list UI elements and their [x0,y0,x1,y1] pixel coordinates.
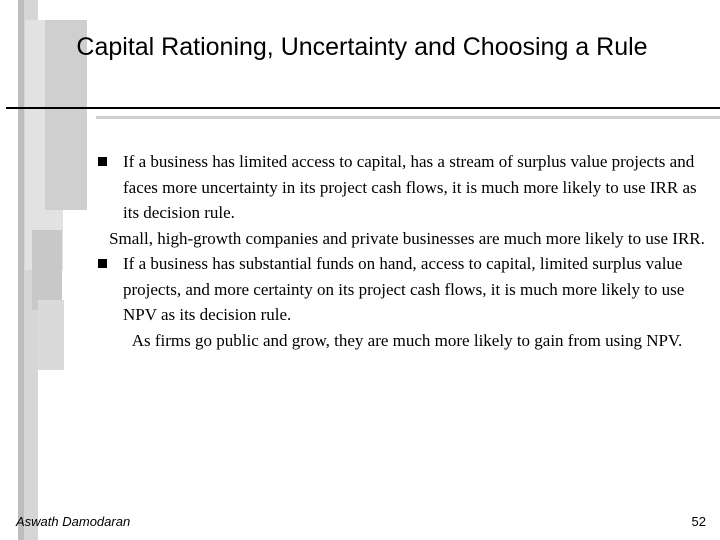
bullet-item [96,251,708,328]
title-divider-shadow [96,116,720,119]
decorative-bar [38,300,64,370]
bullet-text: If a business has substantial funds on hand, access to capital, limited surplus value projects, and more certainty on its project cash flows, it is much more likely to use NPV as its decision rule. [123,254,685,324]
bullet-text: If a business has limited access to capital, has a stream of surplus value projects and faces more uncertainty in its project cash flows, it is much more likely to use IRR as its decision rule. [123,152,697,222]
square-bullet-icon [98,157,107,166]
footer-author: Aswath Damodaran [16,514,131,529]
sub-point: Small, high-growth companies and private businesses are much more likely to use IRR. [109,228,705,248]
slide-body [96,149,708,353]
sub-point: As firms go public and grow, they are much more likely to gain from using NPV. [131,330,683,350]
page-number: 52 [691,514,706,529]
bullet-item [96,149,708,226]
title-divider [6,107,720,109]
decorative-bar [32,230,62,310]
slide-title: Capital Rationing, Uncertainty and Choosing a Rule [76,33,648,61]
decorative-bar [18,0,24,540]
square-bullet-icon [98,259,107,268]
